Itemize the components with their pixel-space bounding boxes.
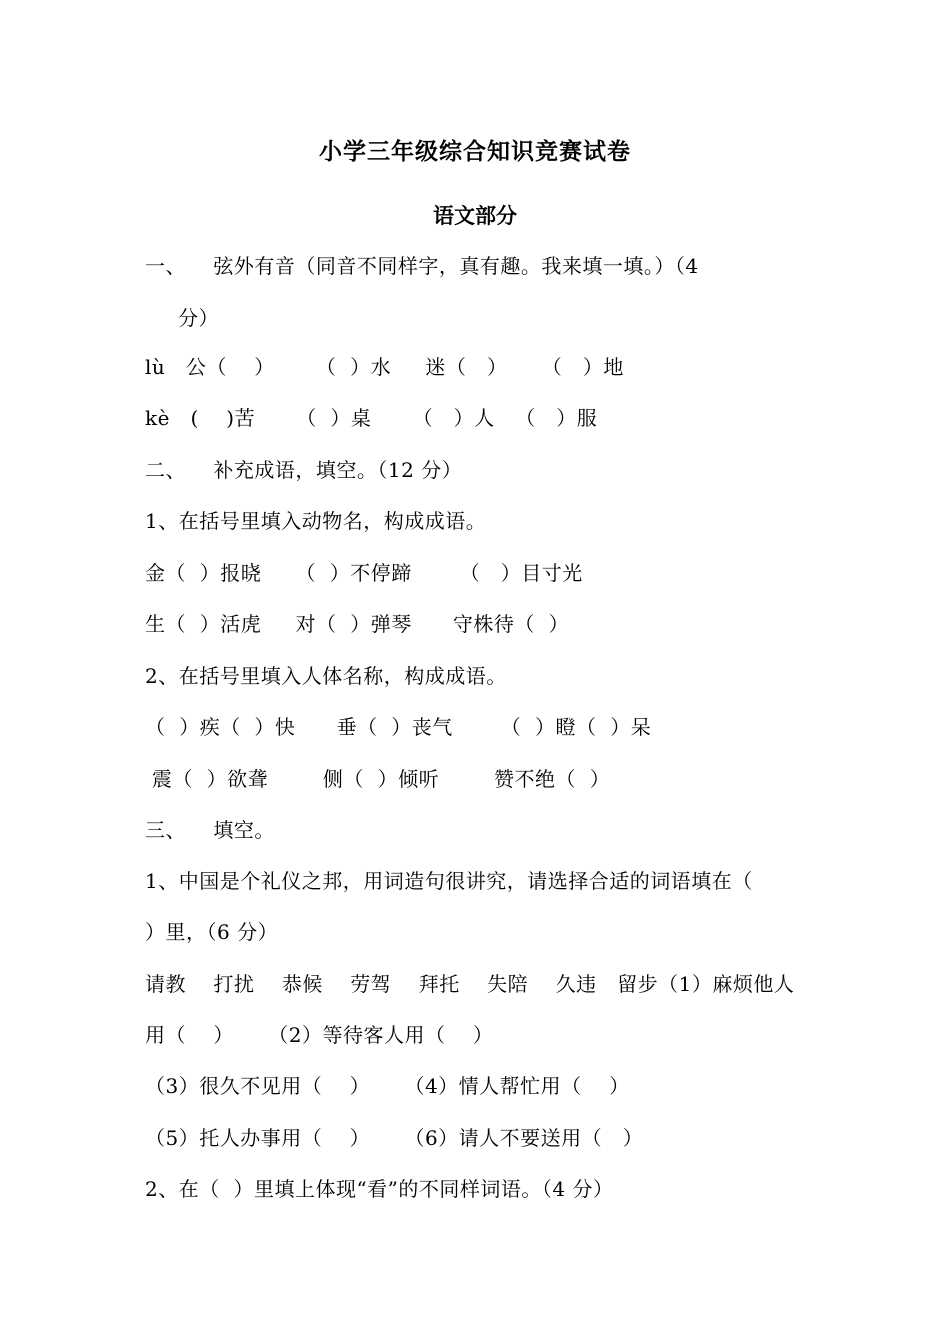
animal-idiom-row-2: 生（ ）活虎 对（ ）弹琴 守株待（ ） [145,612,570,636]
question-3-2: 2、在（ ）里填上体现“看”的不同样词语。（4 分） [145,1177,614,1201]
section-two-heading: 二、 补充成语，填空。（12 分） [145,458,463,482]
question-3-1: 1、中国是个礼仪之邦，用词造句很讲究，请选择合适的词语填在（ [145,869,753,893]
page-title: 小学三年级综合知识竞赛试卷 [319,138,631,165]
question-3-1-cont: ）里，（6 分） [145,920,279,944]
section-one-heading-cont: 分） [178,306,219,330]
fill-row-1: 用（ ） （2）等待客人用（ ） [145,1023,494,1047]
pinyin-ke-row: kè ( )苦 （ ）桌 （ ）人 （ ）服 [145,406,598,430]
fill-row-2: （3）很久不见用（ ） （4）情人帮忙用（ ） [145,1074,630,1098]
section-one-heading: 一、 弦外有音（同音不同样字，真有趣。我来填一填。）（4 [145,254,699,278]
question-2-1: 1、在括号里填入动物名，构成成语。 [145,509,487,533]
question-2-2: 2、在括号里填入人体名称，构成成语。 [145,664,507,688]
section-subtitle: 语文部分 [433,203,517,228]
section-three-heading: 三、 填空。 [145,818,275,842]
fill-row-3: （5）托人办事用（ ） （6）请人不要送用（ ） [145,1126,644,1150]
word-bank-row: 请教 打扰 恭候 劳驾 拜托 失陪 久违 留步（1）麻烦他人 [145,972,795,996]
pinyin-lu-row: lù 公（ ） （ ）水 迷（ ） （ ）地 [145,355,624,379]
animal-idiom-row-1: 金（ ）报晓 （ ）不停蹄 （ ）目寸光 [145,561,583,585]
body-idiom-row-2: 震（ ）欲聋 侧（ ）倾听 赞不绝（ ） [145,767,611,791]
body-idiom-row-1: （ ）疾（ ）快 垂（ ）丧气 （ ）瞪（ ）呆 [145,715,652,739]
